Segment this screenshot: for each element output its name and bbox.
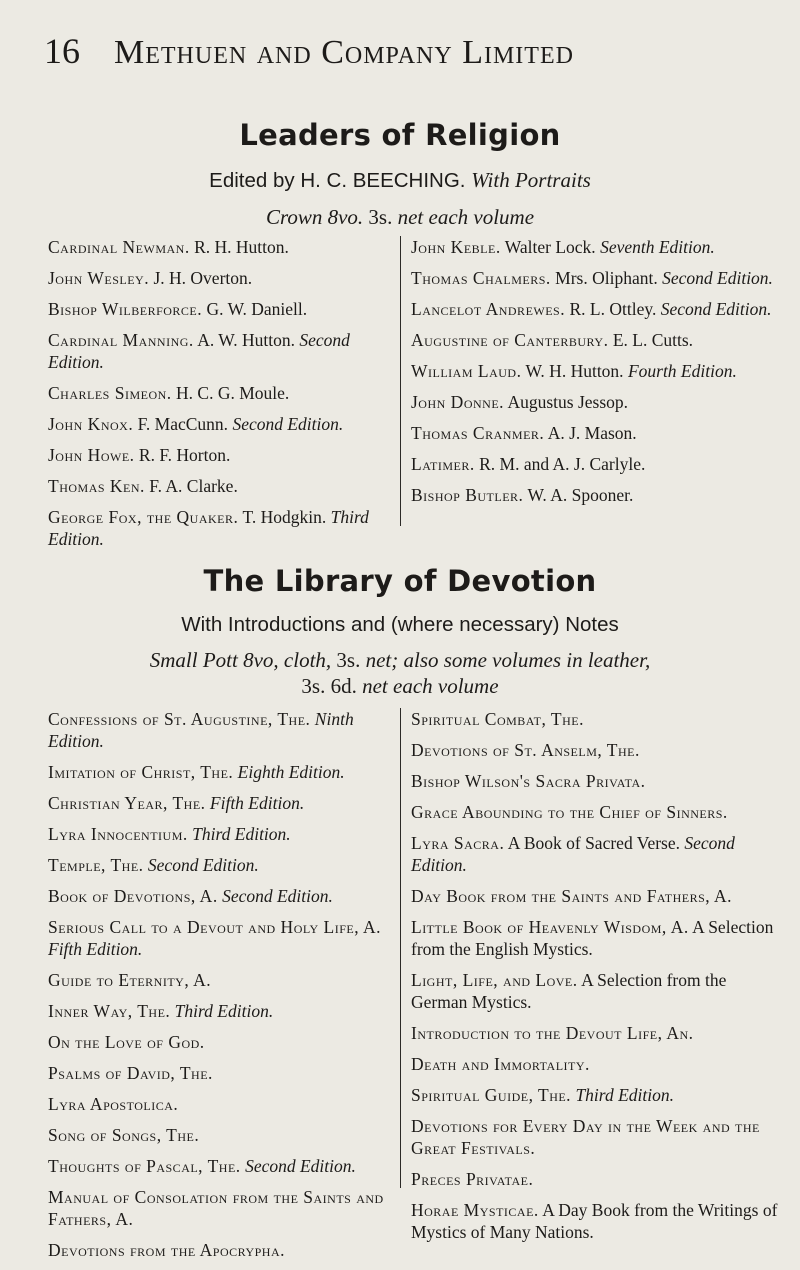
entry-title: Cardinal Manning. [48, 330, 194, 350]
entry-author: R. F. Horton. [138, 445, 231, 465]
entry-title: Book of Devotions, A. [48, 886, 218, 906]
devotion-left-column [48, 708, 388, 1270]
leaders-editor-line [0, 168, 800, 193]
entry-edition: Fifth Edition. [48, 939, 143, 959]
entry-title: John Howe. [48, 445, 135, 465]
catalogue-entry [48, 382, 388, 404]
entry-title: Lyra Innocentium. [48, 824, 188, 844]
catalogue-entry [411, 770, 779, 792]
entry-title: Serious Call to a Devout and Holy Life, A. [48, 917, 382, 937]
entry-author: A. J. Mason. [547, 423, 637, 443]
entry-edition: Second Edition. [660, 299, 772, 319]
catalogue-entry [411, 1168, 779, 1190]
entry-title: Cardinal Newman. [48, 237, 190, 257]
entry-title: George Fox, the Quaker. [48, 507, 239, 527]
devotion-leather-note: net each volume [362, 674, 499, 698]
page-header [44, 22, 756, 82]
entry-title: Temple, The. [48, 855, 144, 875]
entry-title: Augustine of Canterbury. [411, 330, 609, 350]
entry-title: Little Book of Heavenly Wisdom, A. [411, 917, 689, 937]
entry-author: F. MacCunn. [137, 414, 229, 434]
entry-title: John Keble. [411, 237, 501, 257]
entry-author: A Selection from the German Mystics. [411, 970, 727, 1012]
catalogue-entry [48, 475, 388, 497]
catalogue-entry [411, 885, 779, 907]
entry-title: John Donne. [411, 392, 505, 412]
devotion-format: Small Pott 8vo, cloth, [149, 648, 332, 672]
page-number: 16 [44, 31, 80, 71]
entry-author: R. L. Ottley. [569, 299, 657, 319]
catalogue-entry [411, 453, 779, 475]
entry-title: Lancelot Andrewes. [411, 299, 566, 319]
devotion-title: The Library of Devotion [203, 564, 597, 598]
leaders-format: Crown 8vo. [265, 205, 364, 229]
entry-edition: Second Edition. [245, 1156, 356, 1176]
catalogue-entry [48, 823, 388, 845]
leaders-editor-tail: With Portraits [471, 168, 591, 192]
devotion-price-note: net; also some volumes in leather, [365, 648, 651, 672]
catalogue-entry [48, 506, 388, 550]
entry-title: Death and Immortality. [411, 1054, 590, 1074]
entry-author: A. W. Hutton. [197, 330, 295, 350]
entry-title: Day Book from the Saints and Fathers, A. [411, 886, 733, 906]
entry-title: Inner Way, The. [48, 1001, 171, 1021]
entry-title: Manual of Consolation from the Saints and Fathers, A. [48, 1187, 384, 1229]
leaders-price-note: net each volume [397, 205, 535, 229]
entry-edition: Eighth Edition. [237, 762, 345, 782]
catalogue-entry [48, 298, 388, 320]
entry-author: G. W. Daniell. [206, 299, 308, 319]
catalogue-entry [48, 1239, 388, 1261]
entry-author: R. M. and A. J. Carlyle. [479, 454, 646, 474]
devotion-right-column [400, 708, 779, 1242]
entry-author: R. H. Hutton. [194, 237, 289, 257]
entry-title: Lyra Sacra. [411, 833, 505, 853]
catalogue-entry [411, 329, 779, 351]
running-head: Methuen and Company Limited [114, 34, 574, 71]
catalogue-entry [48, 1155, 388, 1177]
entry-edition: Seventh Edition. [600, 237, 715, 257]
catalogue-entry [48, 329, 388, 373]
entry-title: Confessions of St. Augustine, The. [48, 709, 311, 729]
catalogue-entry [48, 413, 388, 435]
catalogue-entry [48, 267, 388, 289]
entry-author: F. A. Clarke. [149, 476, 238, 496]
catalogue-entry [411, 298, 779, 320]
catalogue-entry [48, 792, 388, 814]
catalogue-entry [411, 969, 779, 1013]
catalogue-entry [411, 708, 779, 730]
entry-edition: Second Edition. [147, 855, 259, 875]
catalogue-entry [411, 801, 779, 823]
catalogue-entry [48, 854, 388, 876]
leaders-right-column [400, 236, 779, 526]
devotion-price: 3s. [336, 648, 361, 672]
catalogue-entry [411, 1022, 779, 1044]
entry-title: Christian Year, The. [48, 793, 206, 813]
entry-edition: Third Edition. [174, 1001, 274, 1021]
catalogue-entry [411, 1084, 779, 1106]
leaders-title: Leaders of Religion [239, 118, 561, 152]
catalogue-entry [48, 236, 388, 258]
catalogue-entry [48, 1186, 388, 1230]
catalogue-entry [411, 236, 779, 258]
catalogue-entry [411, 916, 779, 960]
entry-title: Grace Abounding to the Chief of Sinners. [411, 802, 728, 822]
entry-title: Thoughts of Pascal, The. [48, 1156, 241, 1176]
entry-title: Lyra Apostolica. [48, 1094, 179, 1114]
entry-title: Psalms of David, The. [48, 1063, 213, 1083]
entry-title: On the Love of God. [48, 1032, 205, 1052]
devotion-intro-line: With Introductions and (where necessary) Notes [181, 613, 619, 636]
leaders-price: 3s. [368, 205, 393, 229]
entry-title: Horae Mysticae. [411, 1200, 539, 1220]
catalogue-entry [411, 391, 779, 413]
catalogue-entry [48, 444, 388, 466]
devotion-price-line-2 [0, 674, 800, 699]
catalogue-entry [48, 1124, 388, 1146]
catalogue-entry [48, 1093, 388, 1115]
catalogue-entry [48, 1031, 388, 1053]
entry-author: E. L. Cutts. [612, 330, 694, 350]
catalogue-entry [411, 739, 779, 761]
leaders-price-line [0, 205, 800, 230]
catalogue-entry [48, 1000, 388, 1022]
catalogue-entry [411, 832, 779, 876]
leaders-left-column [48, 236, 388, 559]
entry-author: T. Hodgkin. [242, 507, 327, 527]
entry-edition: Second Edition. [662, 268, 773, 288]
entry-title: Thomas Cranmer. [411, 423, 545, 443]
entry-author: W. A. Spooner. [527, 485, 634, 505]
catalogue-entry [48, 885, 388, 907]
entry-title: Latimer. [411, 454, 475, 474]
entry-edition: Second Edition. [48, 330, 350, 372]
devotion-leather-price: 3s. 6d. [301, 674, 357, 698]
entry-edition: Second Edition. [411, 833, 735, 875]
entry-title: John Wesley. [48, 268, 150, 288]
entry-edition: Second Edition. [222, 886, 333, 906]
entry-title: Imitation of Christ, The. [48, 762, 234, 782]
entry-title: Introduction to the Devout Life, An. [411, 1023, 694, 1043]
entry-title: William Laud. [411, 361, 522, 381]
catalogue-entry [411, 422, 779, 444]
catalogue-entry [411, 484, 779, 506]
entry-title: Guide to Eternity, A. [48, 970, 212, 990]
devotion-price-line-1 [0, 648, 800, 673]
entry-title: Devotions for Every Day in the Week and the Great Festivals. [411, 1116, 760, 1158]
entry-title: Preces Privatae. [411, 1169, 534, 1189]
catalogue-entry [411, 1199, 779, 1243]
catalogue-entry [48, 1062, 388, 1084]
entry-edition: Second Edition. [232, 414, 344, 434]
entry-title: Bishop Wilson's Sacra Privata. [411, 771, 646, 791]
entry-title: Song of Songs, The. [48, 1125, 200, 1145]
entry-title: Charles Simeon. [48, 383, 172, 403]
entry-edition: Ninth Edition. [48, 709, 354, 751]
entry-title: Devotions of St. Anselm, The. [411, 740, 640, 760]
catalogue-entry [48, 761, 388, 783]
catalogue-entry [48, 969, 388, 991]
entry-title: Thomas Ken. [48, 476, 145, 496]
entry-author: A Selection from the English Mystics. [411, 917, 774, 959]
entry-edition: Third Edition. [48, 507, 369, 549]
entry-author: A Book of Sacred Verse. [507, 833, 680, 853]
entry-edition: Third Edition. [192, 824, 291, 844]
entry-author: J. H. Overton. [153, 268, 253, 288]
entry-edition: Third Edition. [575, 1085, 674, 1105]
entry-author: A Day Book from the Writings of Mystics of Many Nations. [411, 1200, 778, 1242]
entry-author: Mrs. Oliphant. [555, 268, 658, 288]
entry-title: Spiritual Combat, The. [411, 709, 584, 729]
entry-title: Thomas Chalmers. [411, 268, 551, 288]
entry-edition: Fourth Edition. [627, 361, 737, 381]
entry-author: Walter Lock. [504, 237, 596, 257]
entry-title: Bishop Butler. [411, 485, 524, 505]
entry-title: Bishop Wilberforce. [48, 299, 203, 319]
entry-author: W. H. Hutton. [525, 361, 624, 381]
entry-title: Devotions from the Apocrypha. [48, 1240, 286, 1260]
catalogue-entry [411, 267, 779, 289]
entry-title: Light, Life, and Love. [411, 970, 578, 990]
entry-edition: Fifth Edition. [209, 793, 305, 813]
entry-author: H. C. G. Moule. [176, 383, 290, 403]
entry-title: Spiritual Guide, The. [411, 1085, 572, 1105]
entry-title: John Knox. [48, 414, 134, 434]
catalogue-entry [411, 360, 779, 382]
leaders-editor: Edited by H. C. BEECHING. [209, 169, 466, 192]
catalogue-entry [411, 1115, 779, 1159]
entry-author: Augustus Jessop. [507, 392, 629, 412]
catalogue-entry [48, 708, 388, 752]
catalogue-entry [48, 916, 388, 960]
catalogue-entry [411, 1053, 779, 1075]
